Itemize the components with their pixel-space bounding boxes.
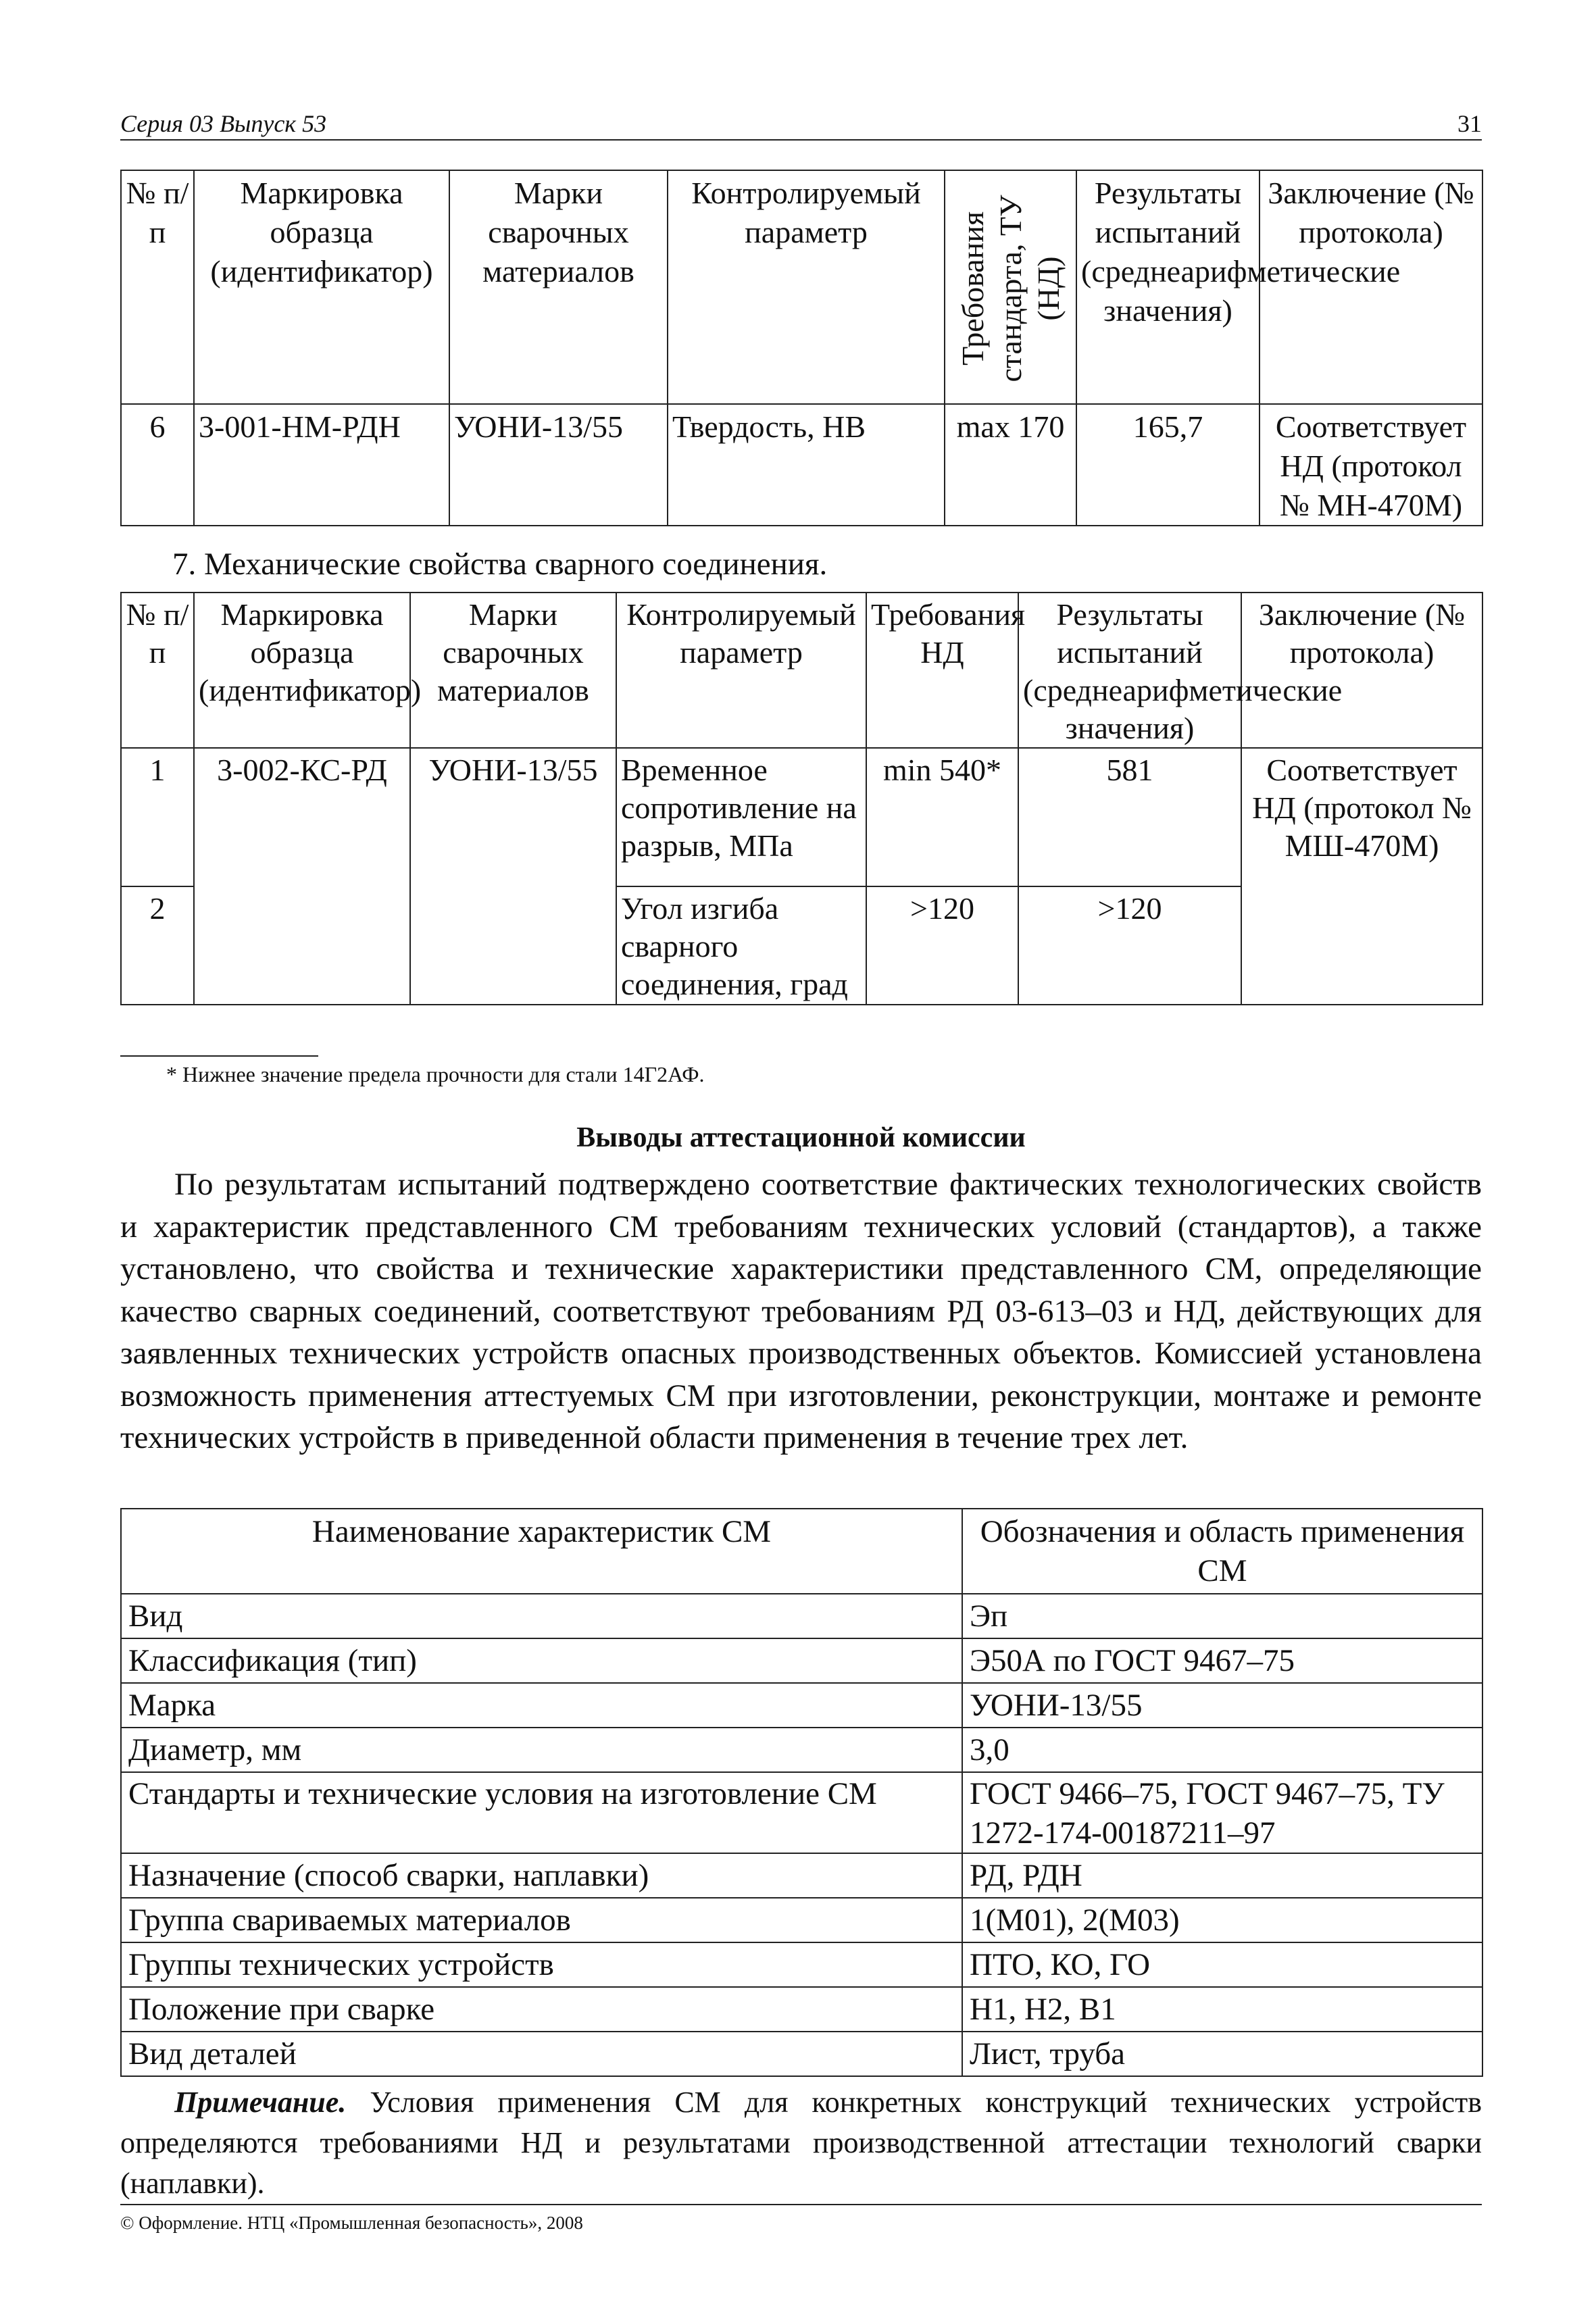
cell-result: >120 (1018, 886, 1241, 1005)
cell-name: Вид деталей (121, 2032, 962, 2076)
table-row (121, 1594, 1482, 1638)
col-result: Результаты испытаний (среднеарифметические значения) (1076, 170, 1260, 404)
cell-name: Вид (121, 1594, 962, 1638)
cell-conclusion: Соответствует НД (протокол № МШ-470М) (1241, 748, 1482, 1005)
hardness-table (120, 170, 1483, 526)
cell-result: 165,7 (1076, 404, 1260, 526)
table-row (121, 1728, 1482, 1772)
characteristics-table (120, 1508, 1483, 2077)
table-row (121, 1772, 1482, 1853)
cell-value: РД, РДН (962, 1853, 1482, 1898)
copyright-footer: © Оформление. НТЦ «Промышленная безопасность», 2008 (120, 2213, 583, 2233)
table-row (121, 1942, 1482, 1987)
header-designation: Обозначения и область применения СМ (962, 1509, 1482, 1594)
cell-value: 3,0 (962, 1728, 1482, 1772)
cell-material: УОНИ-13/55 (410, 748, 616, 1005)
col-conclusion: Заключение (№ протокола) (1260, 170, 1482, 404)
col-req-label: Требования стандарта, ТУ (НД) (955, 195, 1066, 382)
col-mark: Маркировка образца (идентификатор) (194, 593, 410, 748)
cell-name: Марка (121, 1683, 962, 1728)
conclusions-title: Выводы аттестационной комиссии (576, 1122, 1026, 1153)
footnote-divider (120, 1055, 318, 1057)
page-header (120, 105, 1482, 141)
cell-value: Лист, труба (962, 2032, 1482, 2076)
note-text: Условия применения СМ для конкретных конструкций технических устройств определяются требованиями НД и результатами производственной аттестации технологий сварки (наплавки). (120, 2086, 1482, 2200)
cell-value: ГОСТ 9466–75, ГОСТ 9467–75, ТУ 1272-174-00187211–97 (962, 1772, 1482, 1853)
col-num: № п/п (121, 593, 194, 748)
cell-req: max 170 (945, 404, 1076, 526)
cell-num: 6 (121, 404, 194, 526)
col-material: Марки сварочных материалов (410, 593, 616, 748)
cell-mark: 3-001-НМ-РДН (194, 404, 449, 526)
mechanical-properties-table (120, 592, 1483, 1005)
cell-value: УОНИ-13/55 (962, 1683, 1482, 1728)
cell-param: Угол изгиба сварного соединения, град (616, 886, 866, 1005)
table-header-row (121, 170, 1482, 404)
table-row (121, 2032, 1482, 2076)
cell-param: Твердость, НВ (668, 404, 945, 526)
table-row (121, 1898, 1482, 1942)
cell-conclusion: Соответствует НД (протокол № МН-470М) (1260, 404, 1482, 526)
table-header-row (121, 1509, 1482, 1594)
table-row (121, 404, 1482, 526)
table-row (121, 1638, 1482, 1683)
cell-value: Э50А по ГОСТ 9467–75 (962, 1638, 1482, 1683)
cell-material: УОНИ-13/55 (449, 404, 668, 526)
table-row (121, 1853, 1482, 1898)
cell-result: 581 (1018, 748, 1241, 886)
cell-num: 1 (121, 748, 194, 886)
cell-value: ПТО, КО, ГО (962, 1942, 1482, 1987)
page-number: 31 (1457, 110, 1482, 137)
cell-name: Стандарты и технические условия на изготовление СМ (121, 1772, 962, 1853)
col-req (945, 170, 1076, 404)
table-row (121, 748, 1482, 886)
table-header-row (121, 593, 1482, 748)
col-param: Контролируемый параметр (668, 170, 945, 404)
cell-req: min 540* (866, 748, 1018, 886)
table-row (121, 1987, 1482, 2032)
cell-name: Группы технических устройств (121, 1942, 962, 1987)
col-result: Результаты испытаний (среднеарифметические значения) (1018, 593, 1241, 748)
cell-num: 2 (121, 886, 194, 1005)
cell-value: Эп (962, 1594, 1482, 1638)
note (120, 2082, 1482, 2204)
col-material: Марки сварочных материалов (449, 170, 668, 404)
cell-param: Временное сопротивление на разрыв, МПа (616, 748, 866, 886)
col-mark: Маркировка образца (идентификатор) (194, 170, 449, 404)
cell-value: 1(М01), 2(М03) (962, 1898, 1482, 1942)
col-req: Требования НД (866, 593, 1018, 748)
cell-mark: 3-002-КС-РД (194, 748, 410, 1005)
cell-name: Группа свариваемых материалов (121, 1898, 962, 1942)
cell-name: Классификация (тип) (121, 1638, 962, 1683)
cell-name: Положение при сварке (121, 1987, 962, 2032)
col-param: Контролируемый параметр (616, 593, 866, 748)
conclusions-text: По результатам испытаний подтверждено соответствие фактических технологических свойств и характеристик представленного СМ требованиям технических условий (стандартов), а также установлено, что свойства и технические характеристики представленного СМ, определяющие качество сварных соединений, соответствуют требованиям РД 03-613–03 и НД, действующих для заявленных технических устройств опасных производственных объектов. Комиссией установлена возможность применения аттестуемых СМ при изготовлении, реконструкции, монтаже и ремонте технических устройств в приведенной области применения в течение трех лет. (120, 1167, 1482, 1455)
col-num: № п/п (121, 170, 194, 404)
cell-name: Назначение (способ сварки, наплавки) (121, 1853, 962, 1898)
cell-value: Н1, Н2, В1 (962, 1987, 1482, 2032)
col-conclusion: Заключение (№ протокола) (1241, 593, 1482, 748)
cell-req: >120 (866, 886, 1018, 1005)
section-7-title: 7. Механические свойства сварного соединения. (172, 547, 828, 582)
series-title: Серия 03 Выпуск 53 (120, 110, 327, 137)
header-characteristic: Наименование характеристик СМ (121, 1509, 962, 1594)
note-label: Примечание. (174, 2086, 347, 2119)
footer-divider (120, 2204, 1482, 2205)
cell-name: Диаметр, мм (121, 1728, 962, 1772)
footnote: * Нижнее значение предела прочности для стали 14Г2АФ. (166, 1062, 705, 1086)
table-row (121, 1683, 1482, 1728)
